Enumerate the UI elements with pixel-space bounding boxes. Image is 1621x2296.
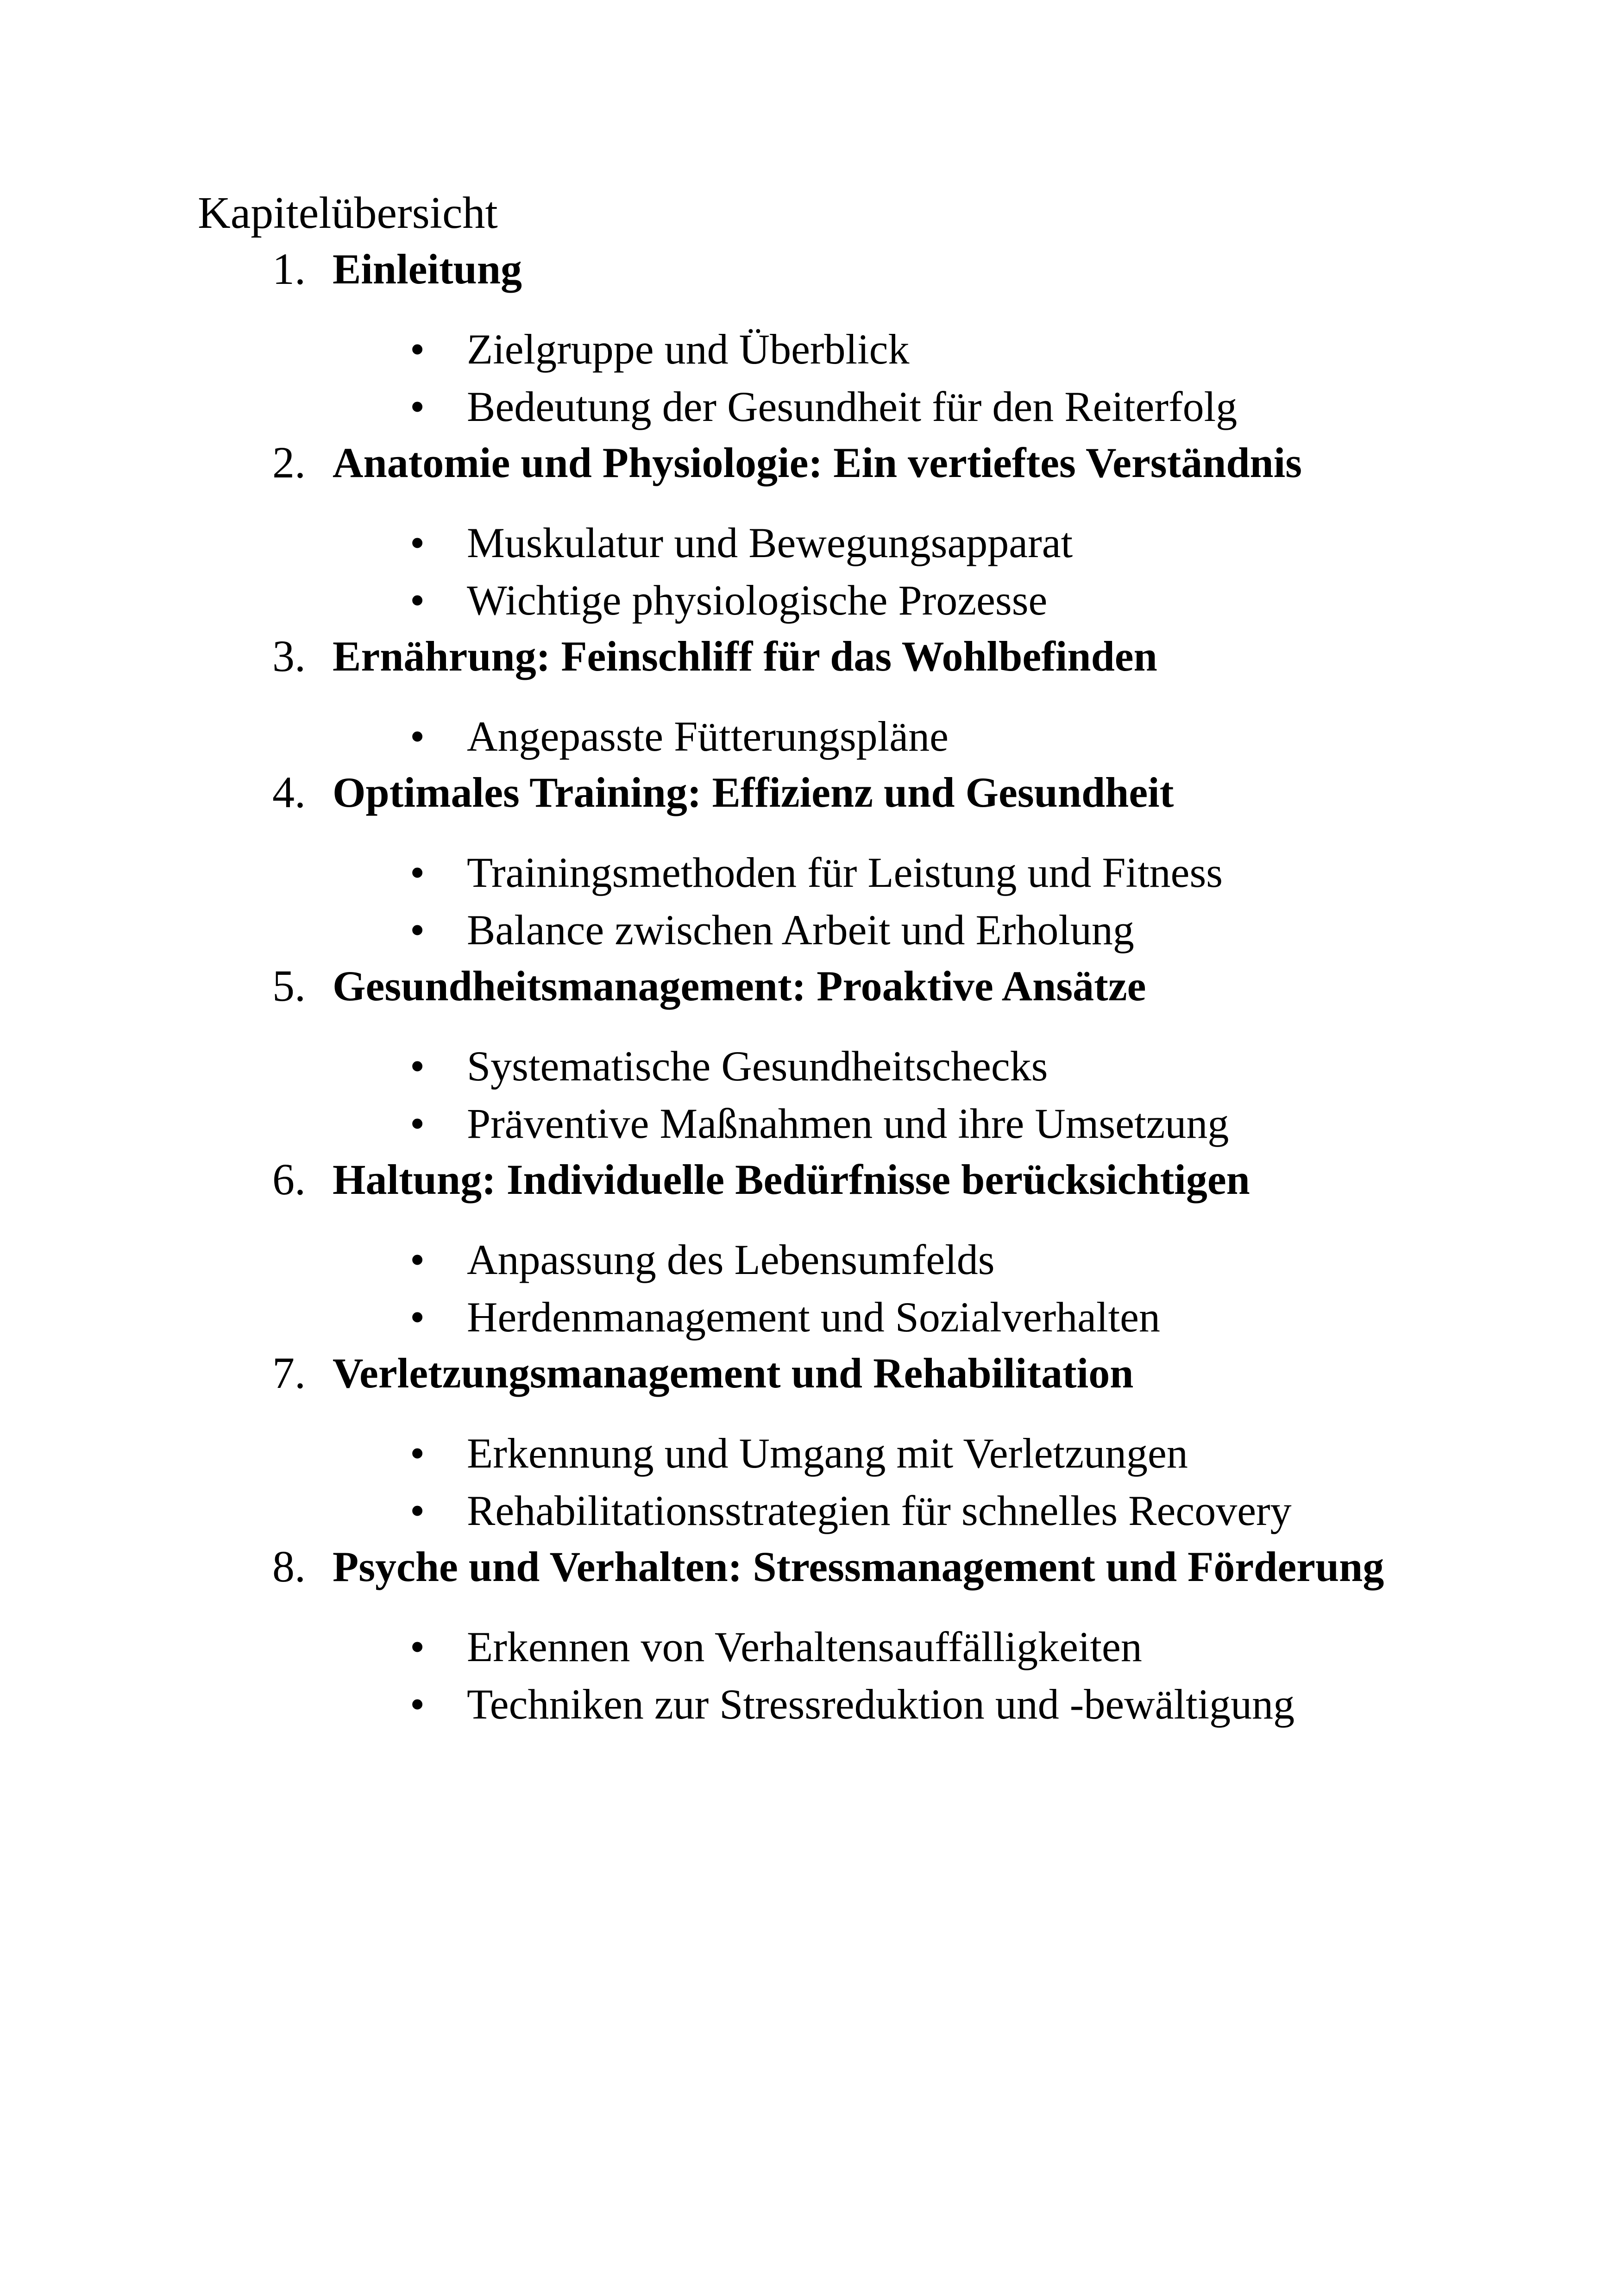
chapter-title: Psyche und Verhalten: Stressmanagement und Förderung xyxy=(333,1543,1384,1590)
subitem-text: Zielgruppe und Überblick xyxy=(467,326,910,373)
chapter-item xyxy=(0,1152,1621,1346)
subitem xyxy=(0,1231,1621,1288)
subitem-list xyxy=(0,708,1621,765)
bullet-icon: • xyxy=(410,383,425,430)
subitem-text: Muskulatur und Bewegungsapparat xyxy=(467,519,1073,566)
chapter-item xyxy=(0,765,1621,959)
subitem-text: Systematische Gesundheitschecks xyxy=(467,1042,1048,1090)
chapter-title: Gesundheitsmanagement: Proaktive Ansätze xyxy=(333,962,1146,1010)
bullet-icon: • xyxy=(410,1293,425,1341)
subitem-list xyxy=(0,1231,1621,1346)
subitem xyxy=(0,1288,1621,1346)
chapter-number: 8. xyxy=(272,1542,306,1591)
chapter-item xyxy=(0,1539,1621,1733)
subitem xyxy=(0,1675,1621,1733)
chapter-item xyxy=(0,629,1621,765)
bullet-icon: • xyxy=(410,1681,425,1728)
subitem-text: Angepasste Fütterungspläne xyxy=(467,713,949,760)
chapter-number: 3. xyxy=(272,631,306,681)
subitem-text: Techniken zur Stressreduktion und -bewältigung xyxy=(467,1681,1295,1728)
subitem xyxy=(0,1037,1621,1095)
chapter-item xyxy=(0,242,1621,435)
subitem xyxy=(0,1424,1621,1482)
chapter-title: Einleitung xyxy=(333,245,522,293)
chapter-heading xyxy=(0,1346,1416,1400)
chapter-title: Optimales Training: Effizienz und Gesundheit xyxy=(333,769,1174,816)
subitem-text: Wichtige physiologische Prozesse xyxy=(467,577,1048,624)
subitem-list xyxy=(0,514,1621,629)
chapter-heading xyxy=(0,242,1416,296)
chapter-item xyxy=(0,435,1621,629)
bullet-icon: • xyxy=(410,906,425,954)
chapter-title: Haltung: Individuelle Bedürfnisse berücksichtigen xyxy=(333,1156,1250,1203)
chapter-item xyxy=(0,959,1621,1152)
subitem-text: Rehabilitationsstrategien für schnelles Recovery xyxy=(467,1487,1292,1534)
subitem xyxy=(0,1482,1621,1539)
subitem xyxy=(0,571,1621,629)
bullet-icon: • xyxy=(410,1487,425,1534)
subitem-list xyxy=(0,320,1621,435)
subitem xyxy=(0,1095,1621,1152)
subitem xyxy=(0,378,1621,435)
chapter-title: Verletzungsmanagement und Rehabilitation xyxy=(333,1349,1134,1397)
chapter-heading xyxy=(0,435,1416,490)
subitem xyxy=(0,514,1621,571)
subitem xyxy=(0,320,1621,378)
subitem-text: Präventive Maßnahmen und ihre Umsetzung xyxy=(467,1100,1229,1147)
chapter-number: 2. xyxy=(272,438,306,487)
subitem xyxy=(0,901,1621,959)
subitem-text: Balance zwischen Arbeit und Erholung xyxy=(467,906,1134,954)
chapter-number: 1. xyxy=(272,244,306,294)
bullet-icon: • xyxy=(410,1430,425,1477)
subitem-list xyxy=(0,844,1621,959)
chapter-heading xyxy=(0,629,1416,684)
subitem-list xyxy=(0,1424,1621,1539)
chapter-number: 7. xyxy=(272,1348,306,1398)
chapter-item xyxy=(0,1346,1621,1539)
subitem xyxy=(0,844,1621,901)
bullet-icon: • xyxy=(410,519,425,566)
bullet-icon: • xyxy=(410,1623,425,1670)
bullet-icon: • xyxy=(410,713,425,760)
subitem-text: Erkennung und Umgang mit Verletzungen xyxy=(467,1430,1188,1477)
chapter-title: Ernährung: Feinschliff für das Wohlbefinden xyxy=(333,633,1157,680)
subitem xyxy=(0,708,1621,765)
bullet-icon: • xyxy=(410,326,425,373)
bullet-icon: • xyxy=(410,1100,425,1147)
subitem-text: Erkennen von Verhaltensauffälligkeiten xyxy=(467,1623,1142,1670)
subitem-list xyxy=(0,1037,1621,1152)
bullet-icon: • xyxy=(410,1236,425,1283)
document-title: Kapitelübersicht xyxy=(198,188,498,238)
chapter-number: 5. xyxy=(272,961,306,1010)
subitem-text: Anpassung des Lebensumfelds xyxy=(467,1236,995,1283)
subitem-text: Bedeutung der Gesundheit für den Reiterfolg xyxy=(467,383,1238,430)
chapter-heading xyxy=(0,1539,1416,1594)
bullet-icon: • xyxy=(410,1042,425,1090)
bullet-icon: • xyxy=(410,577,425,624)
subitem xyxy=(0,1618,1621,1675)
chapter-title: Anatomie und Physiologie: Ein vertieftes Verständnis xyxy=(333,439,1302,486)
bullet-icon: • xyxy=(410,849,425,896)
chapter-heading xyxy=(0,1152,1416,1207)
chapter-number: 4. xyxy=(272,767,306,817)
subitem-text: Herdenmanagement und Sozialverhalten xyxy=(467,1293,1160,1341)
chapter-heading xyxy=(0,765,1416,820)
chapter-heading xyxy=(0,959,1416,1013)
subitem-text: Trainingsmethoden für Leistung und Fitness xyxy=(467,849,1223,896)
chapter-number: 6. xyxy=(272,1154,306,1204)
chapter-list xyxy=(0,242,1621,1733)
subitem-list xyxy=(0,1618,1621,1733)
